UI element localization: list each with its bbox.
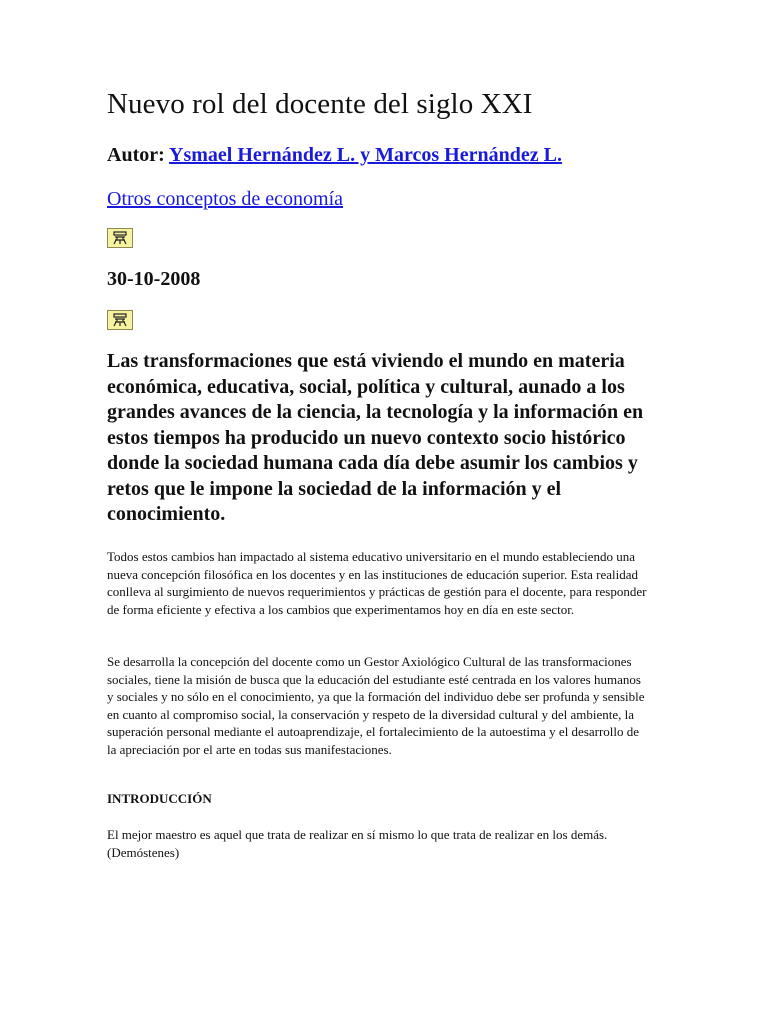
other-concepts-link[interactable]: Otros conceptos de economía — [107, 188, 344, 210]
concepts-line — [107, 188, 343, 211]
publish-date: 30-10-2008 — [107, 268, 201, 290]
author-label: Autor: — [107, 144, 165, 166]
broken-image-icon — [107, 310, 133, 330]
author-line — [107, 144, 562, 167]
section-heading-introduccion: INTRODUCCIÓN — [107, 791, 212, 806]
body-paragraph-1: Todos estos cambios han impactado al sistema educativo universitario en el mundo estableciendo una nueva concepción filosófica en los docentes y en las instituciones de educación superior. Esta realidad conlleva al surgimiento de nuevos requerimientos y prácticas de gestión para el docente, para responder de forma eficiente y efectiva a los cambios que experimentamos hoy en día en este sector. — [107, 549, 647, 617]
body-paragraph-3: El mejor maestro es aquel que trata de realizar en sí mismo lo que trata de realizar en los demás. (Demóstenes) — [107, 827, 608, 860]
body-paragraph-2: Se desarrolla la concepción del docente como un Gestor Axiológico Cultural de las transformaciones sociales, tiene la misión de busca que la educación del estudiante esté centrada en los valores humanos y sociales y no sólo en el conocimiento, ya que la formación del individuo debe ser profunda y sensible en cuanto al compromiso social, la conservación y respeto de la diversidad cultural y del ambiente, la superación personal mediante el autoaprendizaje, el fortalecimiento de la autoestima y el desarrollo de la apreciación por el arte en todas sus manifestaciones. — [107, 654, 645, 757]
author-link[interactable]: Ysmael Hernández L. y Marcos Hernández L. — [169, 144, 562, 166]
page-title: Nuevo rol del docente del siglo XXI — [107, 88, 533, 120]
lead-paragraph: Las transformaciones que está viviendo el mundo en materia económica, educativa, social, política y cultural, aunado a los grandes avances de la ciencia, la tecnología y la información en estos tiempos ha producido un nuevo contexto socio histórico donde la sociedad humana cada día debe asumir los cambios y retos que le impone la sociedad de la información y el conocimiento. — [107, 350, 644, 525]
broken-image-icon — [107, 228, 133, 248]
